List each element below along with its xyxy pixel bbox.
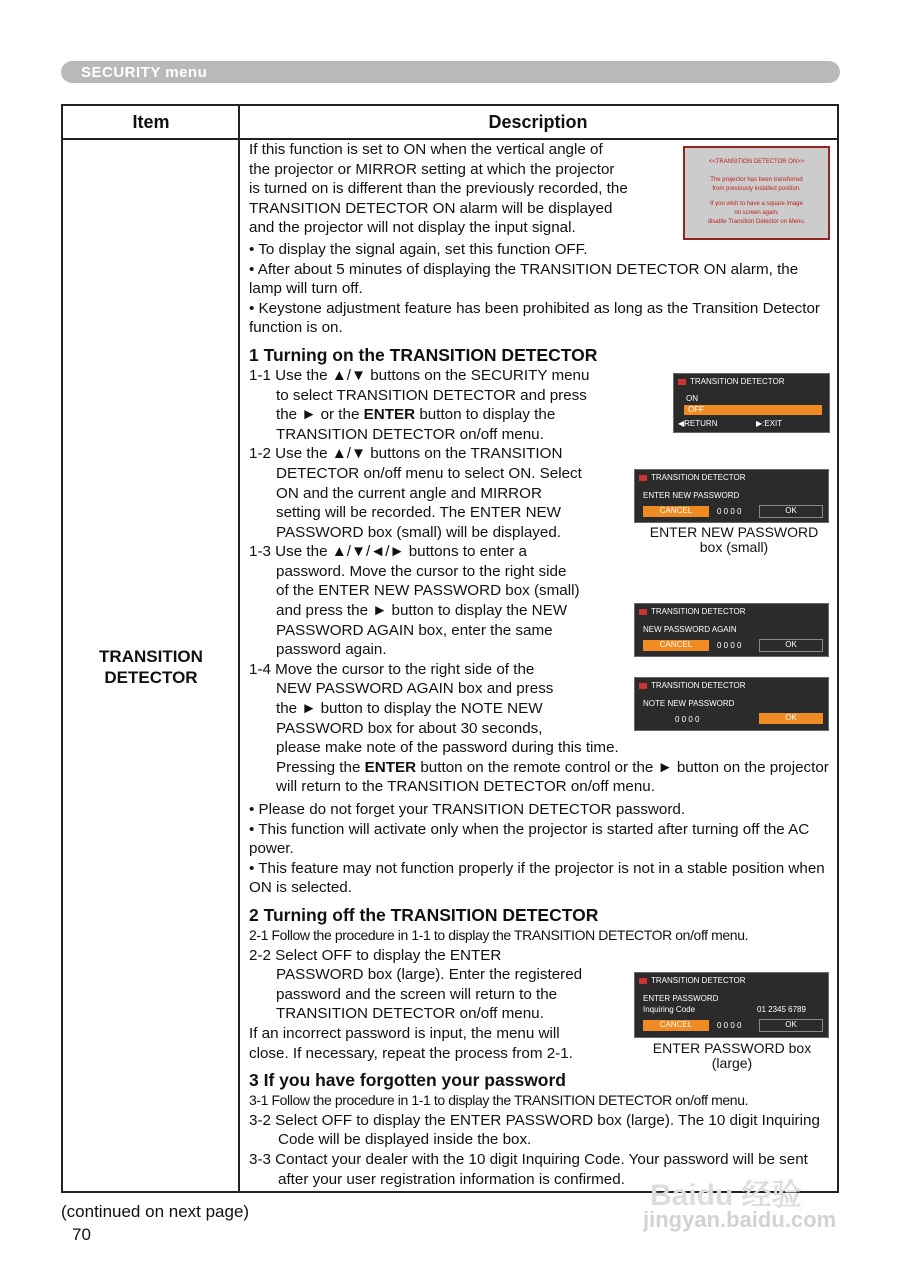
item-name xyxy=(63,646,239,688)
osd-inquiring-label: Inquiring Code xyxy=(643,1005,696,1014)
section-banner xyxy=(61,61,840,83)
osd-label: NEW PASSWORD AGAIN xyxy=(643,625,737,634)
alarm-line: If you wish to have a square image xyxy=(710,201,803,207)
osd-enter-new-password xyxy=(634,469,829,523)
step-2-1: 2-1 Follow the procedure in 1-1 to display the TRANSITION DETECTOR on/off menu. xyxy=(249,926,749,943)
osd-digits[interactable]: 0 0 0 0 xyxy=(717,1021,742,1030)
menu-icon xyxy=(639,609,647,615)
menu-icon xyxy=(639,683,647,689)
osd-title: TRANSITION DETECTOR xyxy=(639,607,824,617)
step-line: PASSWORD box (large). Enter the registered xyxy=(276,966,583,984)
osd-title: TRANSITION DETECTOR xyxy=(639,681,824,691)
osd-ok-button[interactable]: OK xyxy=(759,713,823,724)
osd-cancel-button[interactable]: CANCEL xyxy=(643,640,709,651)
step-line: 1-1 Use the ▲/▼ buttons on the SECURITY menu xyxy=(249,366,590,384)
step-line: TRANSITION DETECTOR on/off menu. xyxy=(276,425,544,443)
intro-line: the projector or MIRROR setting at which the projector xyxy=(249,160,615,178)
osd-title: TRANSITION DETECTOR xyxy=(639,976,824,986)
heading-turning-off: 2 Turning off the TRANSITION DETECTOR xyxy=(249,904,599,925)
step-line: to select TRANSITION DETECTOR and press xyxy=(276,386,587,404)
alarm-line: on screen again, xyxy=(734,210,779,216)
osd-digits[interactable]: 0 0 0 0 xyxy=(717,641,742,650)
intro-line: is turned on is different than the previously recorded, the xyxy=(249,180,628,198)
note-incorrect: If an incorrect password is input, the menu will xyxy=(249,1024,560,1042)
note-incorrect: close. If necessary, repeat the process from 2-1. xyxy=(249,1044,573,1062)
osd-digits[interactable]: 0 0 0 0 xyxy=(717,507,742,516)
osd-digits: 0 0 0 0 xyxy=(675,715,700,724)
step-line: password and the screen will return to the xyxy=(276,985,558,1003)
osd-title: TRANSITION DETECTOR xyxy=(678,377,825,387)
osd-inquiring-code: 01 2345 6789 xyxy=(757,1005,806,1014)
step-line: the ► or the ENTER button to display the xyxy=(276,406,556,424)
page-number: 70 xyxy=(72,1225,91,1244)
step-3-3: 3-3 Contact your dealer with the 10 digit Inquiring Code. Your password will be sent after your user registration information is confirmed. xyxy=(249,1150,808,1188)
step-line: 1-4 Move the cursor to the right side of the xyxy=(249,660,535,678)
step-line: PASSWORD box (small) will be displayed. xyxy=(276,523,561,541)
osd-ok-button[interactable]: OK xyxy=(759,505,823,518)
menu-icon xyxy=(639,475,647,481)
step-line: TRANSITION DETECTOR on/off menu. xyxy=(276,1005,544,1023)
step-line: 1-2 Use the ▲/▼ buttons on the TRANSITION xyxy=(249,445,563,463)
menu-icon xyxy=(639,978,647,984)
header-description: Description xyxy=(488,112,588,132)
item-name-line1: TRANSITION xyxy=(99,647,203,666)
caption-large: ENTER PASSWORD box (large) xyxy=(652,1040,812,1071)
intro-line: TRANSITION DETECTOR ON alarm will be displayed xyxy=(249,199,613,217)
header-item: Item xyxy=(132,112,170,132)
bullet-lamp: • After about 5 minutes of displaying the TRANSITION DETECTOR ON alarm, the lamp will turn off. xyxy=(249,260,799,298)
menu-icon xyxy=(678,379,686,385)
bullet-signal: • To display the signal again, set this function OFF. xyxy=(249,240,588,258)
osd-onoff-menu xyxy=(673,373,830,433)
step-line: the ► button to display the NOTE NEW xyxy=(276,700,543,718)
intro-line: and the projector will not display the input signal. xyxy=(249,219,576,237)
osd-note-new-password xyxy=(634,677,829,731)
osd-option-off[interactable]: OFF xyxy=(684,405,822,415)
osd-enter-password-large xyxy=(634,972,829,1038)
intro-text xyxy=(249,140,634,238)
osd-option-on[interactable]: ON xyxy=(686,394,698,403)
step-line: password. Move the cursor to the right side xyxy=(276,562,567,580)
heading-forgotten: 3 If you have forgotten your password xyxy=(249,1070,566,1091)
step-3-1: 3-1 Follow the procedure in 1-1 to display the TRANSITION DETECTOR on/off menu. xyxy=(249,1092,749,1109)
osd-return[interactable]: ◀RETURN xyxy=(678,419,718,428)
step-line: please make note of the password during this time. xyxy=(276,739,619,757)
osd-cancel-button[interactable]: CANCEL xyxy=(643,1020,709,1031)
step-line: ON and the current angle and MIRROR xyxy=(276,484,542,502)
alarm-line: disable Transition Detector on Menu. xyxy=(707,219,806,225)
intro-line: If this function is set to ON when the vertical angle of xyxy=(249,141,603,158)
step-line: DETECTOR on/off menu to select ON. Select xyxy=(276,464,582,482)
caption-small: ENTER NEW PASSWORD box (small) xyxy=(649,524,819,555)
step-3-2: 3-2 Select OFF to display the ENTER PASSWORD box (large). The 10 digit Inquiring Code will be displayed inside the box. xyxy=(249,1111,820,1149)
step-line: NEW PASSWORD AGAIN box and press xyxy=(276,680,554,698)
osd-label: ENTER PASSWORD xyxy=(643,994,719,1003)
osd-cancel-button[interactable]: CANCEL xyxy=(643,506,709,517)
osd-ok-button[interactable]: OK xyxy=(759,1019,823,1032)
watermark-url: jingyan.baidu.com xyxy=(643,1207,837,1232)
step-line: PASSWORD box for about 30 seconds, xyxy=(276,719,543,737)
step-line: Pressing the ENTER button on the remote control or the ► button on the projector will return to the TRANSITION DETECTOR on/off menu. xyxy=(276,758,829,796)
bullet-keystone: • Keystone adjustment feature has been prohibited as long as the Transition Detector function is on. xyxy=(249,299,820,337)
section-title: SECURITY menu xyxy=(81,64,208,81)
osd-new-password-again xyxy=(634,603,829,657)
step-line: 2-2 Select OFF to display the ENTER xyxy=(249,946,502,964)
step-line: of the ENTER NEW PASSWORD box (small) xyxy=(276,582,580,600)
item-name-line2: DETECTOR xyxy=(104,668,198,687)
step-line: 1-3 Use the ▲/▼/◄/► buttons to enter a xyxy=(249,543,527,561)
transition-alarm-screen xyxy=(683,146,830,240)
table-header xyxy=(63,106,837,140)
alarm-line: The projector has been transferred xyxy=(710,177,803,183)
continued-note: (continued on next page) xyxy=(61,1202,250,1221)
note-stable: • This feature may not function properly if the projector is not in a stable position when ON is selected. xyxy=(249,859,825,897)
heading-turning-on: 1 Turning on the TRANSITION DETECTOR xyxy=(249,344,598,365)
note-password: • Please do not forget your TRANSITION DETECTOR password. xyxy=(249,801,686,818)
osd-title: TRANSITION DETECTOR xyxy=(639,473,824,483)
note-ac-power: • This function will activate only when the projector is started after turning off the AC power. xyxy=(249,820,810,858)
osd-label: NOTE NEW PASSWORD xyxy=(643,699,735,708)
watermark-logo: Baidu 经验 xyxy=(650,1179,802,1212)
alarm-line: from previously installed position. xyxy=(712,186,801,192)
step-line: and press the ► button to display the NEW xyxy=(276,602,568,620)
step-line: setting will be recorded. The ENTER NEW xyxy=(276,504,562,522)
step-1-1 xyxy=(249,366,624,444)
alarm-title: <<TRANSITION DETECTOR ON>> xyxy=(708,159,805,165)
step-line: PASSWORD AGAIN box, enter the same xyxy=(276,621,553,639)
osd-exit[interactable]: ▶:EXIT xyxy=(756,419,783,428)
osd-label: ENTER NEW PASSWORD xyxy=(643,491,740,500)
osd-ok-button[interactable]: OK xyxy=(759,639,823,652)
step-line: password again. xyxy=(276,641,387,659)
